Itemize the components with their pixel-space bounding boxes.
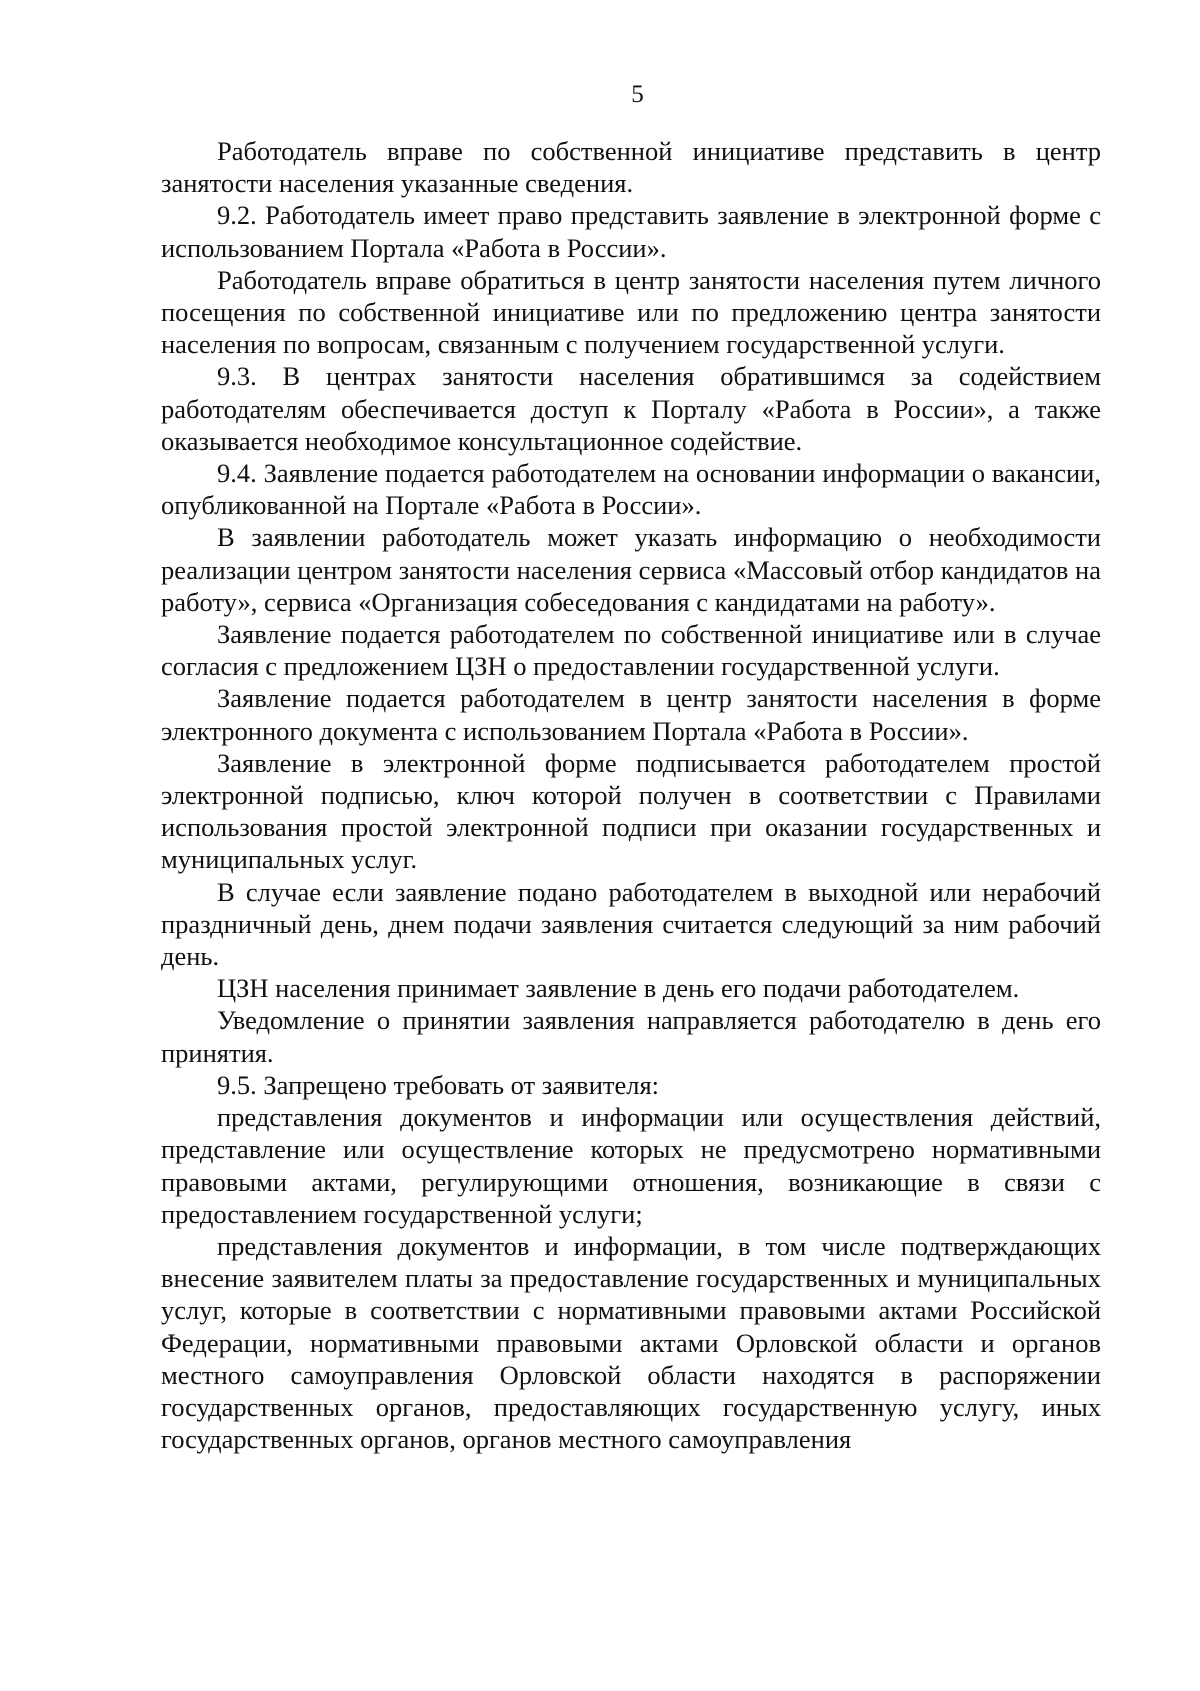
paragraph: Работодатель вправе обратиться в центр занятости населения путем личного посещения по собственной инициативе или по предложению центра занятости населения по вопросам, связанным с получением государственной услуги. <box>161 264 1101 360</box>
paragraph: Уведомление о принятии заявления направляется работодателю в день его принятия. <box>161 1005 1101 1068</box>
paragraph: Заявление в электронной форме подписывается работодателем простой электронной подписью, ключ которой получен в соответствии с Правилами использования простой электронной подписи при оказании государственных и муниципальных услуг. <box>161 747 1101 875</box>
page-number: 5 <box>631 81 644 108</box>
paragraph-9-3: 9.3. В центрах занятости населения обратившимся за содействием работодателям обеспечивается доступ к Порталу «Работа в России», а также оказывается необходимое консультационное содействие. <box>161 361 1101 456</box>
paragraph: В случае если заявление подано работодателем в выходной или нерабочий праздничный день, днем подачи заявления считается следующий за ним рабочий день. <box>161 876 1101 972</box>
paragraph-9-4: 9.4. Заявление подается работодателем на основании информации о вакансии, опубликованной на Портале «Работа в России». <box>161 458 1101 521</box>
paragraph: Работодатель вправе по собственной инициативе представить в центр занятости населения указанные сведения. <box>161 136 1101 199</box>
paragraph-9-5: 9.5. Запрещено требовать от заявителя: <box>217 1069 659 1100</box>
list-item: представления документов и информации, в том числе подтверждающих внесение заявителем платы за предоставление государственных и муниципальных услуг, которые в соответствии с нормативными правовыми актами Российской Федерации, нормативными правовыми актами Орловской области и органов местного самоуправления Орловской области находятся в распоряжении государственных органов, предоставляющих государственную услугу, иных государственных органов, органов местного самоуправления <box>161 1230 1101 1455</box>
list-item: представления документов и информации или осуществления действий, представление или осуществление которых не предусмотрено нормативными правовыми актами, регулирующими отношения, возникающие в связи с предоставлением государственной услуги; <box>161 1102 1101 1229</box>
document-body <box>161 135 1101 1455</box>
paragraph: Заявление подается работодателем в центр занятости населения в форме электронного документа с использованием Портала «Работа в России». <box>161 683 1101 746</box>
paragraph-9-2: 9.2. Работодатель имеет право представить заявление в электронной форме с использованием Портала «Работа в России». <box>161 200 1101 263</box>
paragraph: В заявлении работодатель может указать информацию о необходимости реализации центром занятости населения сервиса «Массовый отбор кандидатов на работу», сервиса «Организация собеседования с кандидатами на работу». <box>161 522 1101 617</box>
paragraph: Заявление подается работодателем по собственной инициативе или в случае согласия с предложением ЦЗН о предоставлении государственной услуги. <box>161 619 1101 682</box>
paragraph: ЦЗН населения принимает заявление в день его подачи работодателем. <box>217 973 1020 1004</box>
